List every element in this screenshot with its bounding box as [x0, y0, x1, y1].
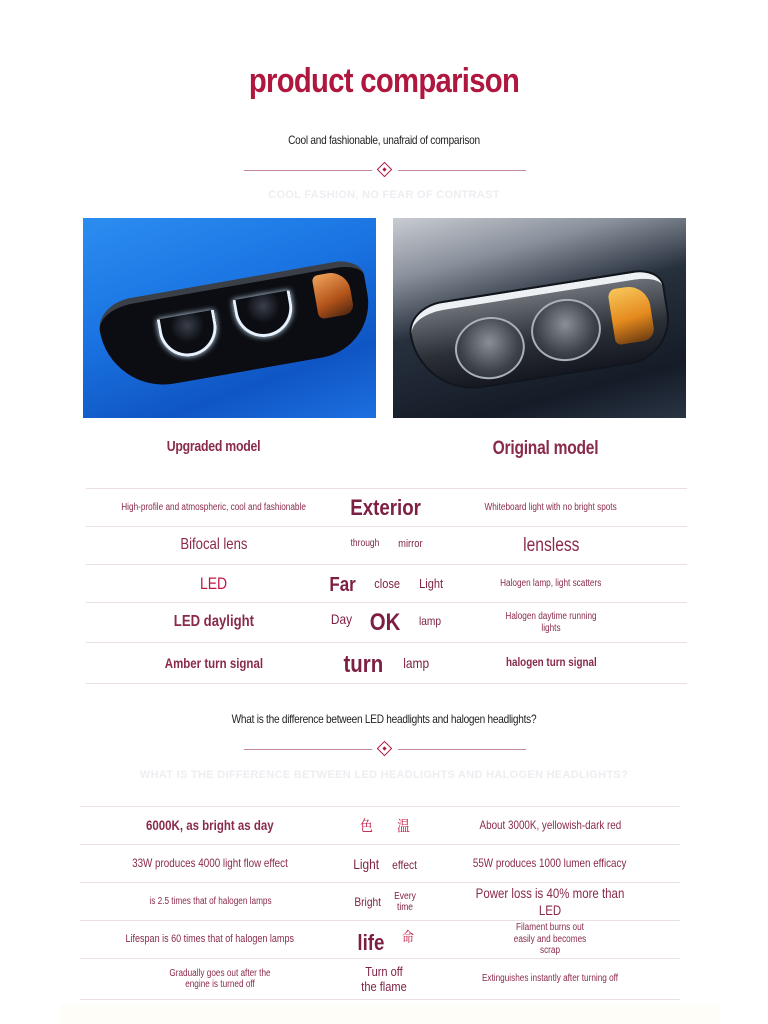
footer-band [60, 1004, 720, 1024]
table-row [86, 564, 687, 602]
angel-eye-ring [157, 310, 221, 361]
upgraded-cell: LED daylight [173, 613, 255, 631]
feature-cell: life 命 [357, 928, 414, 955]
original-cell: Halogen lamp, light scatters [500, 577, 602, 589]
original-cell: Halogen daytime running lights [505, 611, 597, 634]
upgraded-cell: Amber turn signal [164, 654, 264, 671]
halogen-cell: Filament burns out easily and becomes scrap [513, 922, 587, 957]
upgraded-cell: LED [200, 573, 228, 593]
led-cell: 6000K, as bright as day [146, 817, 274, 834]
led-cell: 33W produces 4000 light flow effect [132, 855, 288, 870]
feature-cell: Far close Light [329, 574, 443, 596]
feature-cell: turn lamp [343, 651, 430, 678]
reflector-cup-icon [527, 294, 606, 366]
amber-turn-signal [311, 270, 354, 320]
led-cell: Gradually goes out after the engine is turned off [169, 967, 271, 990]
diamond-icon [377, 162, 393, 178]
feature-cell: Day OK lamp [330, 608, 442, 636]
original-model-label: Original model [492, 438, 599, 459]
ghost-caption: COOL FASHION, NO FEAR OF CONTRAST [268, 189, 500, 201]
table-row [86, 526, 687, 564]
table-row [86, 642, 687, 684]
original-cell: lensless [522, 534, 580, 556]
feature-cell: Bright Every time [354, 890, 416, 913]
reflector-cup-icon [450, 312, 529, 384]
halogen-cell: Power loss is 40% more than LED [475, 885, 625, 918]
divider-line [398, 170, 526, 171]
ornament-divider [244, 743, 526, 755]
divider-line [398, 749, 526, 750]
table-row [80, 844, 680, 882]
comparison-table-features [86, 488, 687, 684]
led-cell: Lifespan is 60 times that of halogen lamps [125, 933, 295, 946]
page-title: product comparison [248, 62, 520, 100]
feature-cell: Exterior [350, 494, 422, 520]
halogen-cell: About 3000K, yellowish-dark red [479, 817, 621, 832]
original-cell: halogen turn signal [505, 655, 597, 670]
divider-line [244, 170, 372, 171]
table-row [80, 920, 680, 958]
halogen-cell: Extinguishes instantly after turning off [481, 973, 619, 985]
feature-cell: 色 温 [360, 818, 410, 835]
table-row [86, 602, 687, 642]
led-cell: is 2.5 times that of halogen lamps [148, 895, 272, 907]
feature-cell: Turn off the flame [361, 964, 407, 994]
ghost-caption: WHAT IS THE DIFFERENCE BETWEEN LED HEADLIGHTS AND HALOGEN HEADLIGHTS? [139, 769, 629, 781]
halogen-cell: 55W produces 1000 lumen efficacy [473, 855, 627, 870]
section-question: What is the difference between LED headlights and halogen headlights? [231, 712, 537, 726]
feature-cell: Light effect [353, 855, 417, 872]
subtitle: Cool and fashionable, unafraid of comparison [288, 133, 480, 147]
table-row [80, 958, 680, 1000]
comparison-table-led-vs-halogen [80, 806, 680, 1000]
upgraded-model-label: Upgraded model [166, 438, 261, 455]
table-row [80, 882, 680, 920]
table-row [86, 488, 687, 526]
angel-eye-ring [232, 290, 296, 341]
diamond-icon [377, 741, 393, 757]
upgraded-headlight-photo [83, 218, 376, 418]
headlight-housing [95, 257, 376, 394]
original-cell: Whiteboard light with no bright spots [484, 501, 618, 513]
table-row [80, 806, 680, 844]
upgraded-cell: Bifocal lens [180, 536, 248, 554]
divider-line [244, 749, 372, 750]
upgraded-cell: High-profile and atmospheric, cool and fashionable [121, 501, 307, 513]
feature-cell: through mirror [350, 537, 423, 550]
headlight-housing [408, 269, 674, 396]
ornament-divider [244, 164, 526, 176]
amber-turn-signal [607, 284, 655, 346]
original-headlight-photo [393, 218, 686, 418]
